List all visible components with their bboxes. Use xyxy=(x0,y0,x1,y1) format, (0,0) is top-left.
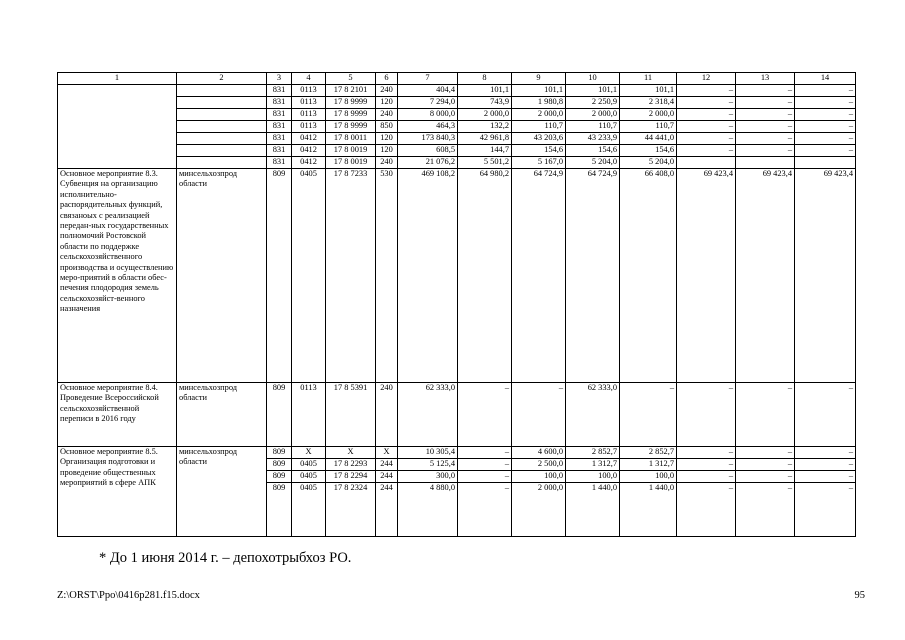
value-cell: – xyxy=(677,145,736,157)
header-cell: 12 xyxy=(677,73,736,85)
value-cell: 132,2 xyxy=(458,121,512,133)
value-cell: 66 408,0 xyxy=(620,169,677,383)
value-cell: – xyxy=(795,383,856,447)
value-cell xyxy=(736,157,795,169)
value-cell: 850 xyxy=(376,121,398,133)
value-cell: 154,6 xyxy=(512,145,566,157)
value-cell: 42 961,8 xyxy=(458,133,512,145)
value-cell xyxy=(677,157,736,169)
value-cell: – xyxy=(736,133,795,145)
value-cell: 2 852,7 xyxy=(620,447,677,459)
value-cell: 809 xyxy=(267,459,292,471)
value-cell: – xyxy=(458,383,512,447)
value-cell: 120 xyxy=(376,145,398,157)
value-cell: 17 8 2293 xyxy=(326,459,376,471)
value-cell: 0412 xyxy=(292,157,326,169)
value-cell: 110,7 xyxy=(566,121,620,133)
value-cell: 10 305,4 xyxy=(398,447,458,459)
value-cell: – xyxy=(512,383,566,447)
value-cell: – xyxy=(736,383,795,447)
value-cell: – xyxy=(677,471,736,483)
value-cell: 2 852,7 xyxy=(566,447,620,459)
value-cell: 1 312,7 xyxy=(620,459,677,471)
value-cell: 2 000,0 xyxy=(512,109,566,121)
value-cell: 64 724,9 xyxy=(566,169,620,383)
value-cell: Х xyxy=(292,447,326,459)
value-cell: – xyxy=(795,121,856,133)
value-cell: 831 xyxy=(267,109,292,121)
value-cell: 2 500,0 xyxy=(512,459,566,471)
value-cell: – xyxy=(458,483,512,537)
page-number: 95 xyxy=(854,590,865,601)
header-row xyxy=(58,73,856,85)
value-cell: – xyxy=(795,109,856,121)
value-cell: 240 xyxy=(376,109,398,121)
value-cell: 21 076,2 xyxy=(398,157,458,169)
header-cell: 6 xyxy=(376,73,398,85)
value-cell: 120 xyxy=(376,97,398,109)
value-cell: 743,9 xyxy=(458,97,512,109)
value-cell: 1 312,7 xyxy=(566,459,620,471)
executor-cell xyxy=(177,157,267,169)
value-cell: 17 8 5391 xyxy=(326,383,376,447)
value-cell: 530 xyxy=(376,169,398,383)
value-cell: – xyxy=(795,85,856,97)
value-cell: 809 xyxy=(267,447,292,459)
value-cell: – xyxy=(677,85,736,97)
value-cell: – xyxy=(677,133,736,145)
value-cell: – xyxy=(677,109,736,121)
value-cell: 101,1 xyxy=(566,85,620,97)
header-cell: 13 xyxy=(736,73,795,85)
value-cell: 100,0 xyxy=(620,471,677,483)
value-cell: 8 000,0 xyxy=(398,109,458,121)
value-cell: 64 980,2 xyxy=(458,169,512,383)
header-cell: 10 xyxy=(566,73,620,85)
value-cell: 4 880,0 xyxy=(398,483,458,537)
value-cell: 2 000,0 xyxy=(458,109,512,121)
header-cell: 11 xyxy=(620,73,677,85)
value-cell: 43 203,6 xyxy=(512,133,566,145)
value-cell: – xyxy=(736,483,795,537)
value-cell: 17 8 2294 xyxy=(326,471,376,483)
value-cell: 809 xyxy=(267,169,292,383)
budget-table xyxy=(57,72,856,537)
value-cell: 0412 xyxy=(292,133,326,145)
executor-cell xyxy=(177,109,267,121)
value-cell: – xyxy=(458,459,512,471)
value-cell: – xyxy=(795,145,856,157)
value-cell: 831 xyxy=(267,133,292,145)
value-cell: 0113 xyxy=(292,383,326,447)
value-cell: 17 8 0019 xyxy=(326,157,376,169)
header-cell: 7 xyxy=(398,73,458,85)
value-cell: 120 xyxy=(376,133,398,145)
value-cell: 101,1 xyxy=(458,85,512,97)
value-cell: 608,5 xyxy=(398,145,458,157)
value-cell: 809 xyxy=(267,483,292,537)
header-cell: 8 xyxy=(458,73,512,85)
value-cell: – xyxy=(620,383,677,447)
executor-cell: минсельхозпрод области xyxy=(177,447,267,537)
table-row xyxy=(58,157,856,169)
value-cell: – xyxy=(677,447,736,459)
value-cell: 154,6 xyxy=(620,145,677,157)
value-cell: – xyxy=(736,85,795,97)
header-cell: 4 xyxy=(292,73,326,85)
value-cell: 5 204,0 xyxy=(566,157,620,169)
value-cell: 0412 xyxy=(292,145,326,157)
value-cell: – xyxy=(795,471,856,483)
header-cell: 1 xyxy=(58,73,177,85)
measure-name-cell: Основное мероприятие 8.4. Проведение Всероссийской сельскохозяйственной переписи в 2016 году xyxy=(58,383,177,447)
value-cell: – xyxy=(677,97,736,109)
value-cell: – xyxy=(677,121,736,133)
value-cell: 244 xyxy=(376,459,398,471)
value-cell: 404,4 xyxy=(398,85,458,97)
value-cell: 0113 xyxy=(292,109,326,121)
executor-cell xyxy=(177,121,267,133)
executor-cell xyxy=(177,133,267,145)
value-cell: 17 8 7233 xyxy=(326,169,376,383)
value-cell: 43 233,9 xyxy=(566,133,620,145)
value-cell: 240 xyxy=(376,157,398,169)
value-cell: – xyxy=(795,447,856,459)
value-cell: – xyxy=(736,121,795,133)
value-cell: – xyxy=(677,383,736,447)
executor-cell: минсельхозпрод области xyxy=(177,169,267,383)
value-cell: 110,7 xyxy=(620,121,677,133)
value-cell: 831 xyxy=(267,157,292,169)
file-path: Z:\ORST\Ppo\0416p281.f15.docx xyxy=(57,590,200,601)
value-cell: 173 840,3 xyxy=(398,133,458,145)
value-cell: 809 xyxy=(267,471,292,483)
value-cell: 831 xyxy=(267,97,292,109)
value-cell: 0405 xyxy=(292,471,326,483)
executor-cell xyxy=(177,145,267,157)
value-cell: 101,1 xyxy=(620,85,677,97)
value-cell: 1 440,0 xyxy=(566,483,620,537)
value-cell: 100,0 xyxy=(512,471,566,483)
table-row xyxy=(58,97,856,109)
executor-cell xyxy=(177,85,267,97)
value-cell: – xyxy=(736,459,795,471)
table-row xyxy=(58,109,856,121)
value-cell: 5 167,0 xyxy=(512,157,566,169)
table-row xyxy=(58,133,856,145)
value-cell: 17 8 9999 xyxy=(326,97,376,109)
measure-name-cell: Основное мероприятие 8.5. Организация подготовки и проведение общественных мероприятий в сфере АПК xyxy=(58,447,177,537)
value-cell: – xyxy=(736,447,795,459)
header-cell: 2 xyxy=(177,73,267,85)
header-cell: 3 xyxy=(267,73,292,85)
value-cell: 17 8 0019 xyxy=(326,145,376,157)
executor-cell: минсельхозпрод области xyxy=(177,383,267,447)
value-cell: 69 423,4 xyxy=(677,169,736,383)
value-cell: 1 440,0 xyxy=(620,483,677,537)
value-cell: 831 xyxy=(267,121,292,133)
value-cell: 17 8 0011 xyxy=(326,133,376,145)
value-cell: 62 333,0 xyxy=(566,383,620,447)
value-cell: – xyxy=(736,471,795,483)
value-cell: 300,0 xyxy=(398,471,458,483)
value-cell: 64 724,9 xyxy=(512,169,566,383)
table-row xyxy=(58,447,856,459)
value-cell: – xyxy=(795,133,856,145)
value-cell: – xyxy=(736,109,795,121)
value-cell: 2 000,0 xyxy=(512,483,566,537)
value-cell: 44 441,0 xyxy=(620,133,677,145)
value-cell: 69 423,4 xyxy=(736,169,795,383)
value-cell: 2 318,4 xyxy=(620,97,677,109)
header-cell: 14 xyxy=(795,73,856,85)
value-cell: – xyxy=(677,483,736,537)
value-cell: 17 8 2101 xyxy=(326,85,376,97)
value-cell: 1 980,8 xyxy=(512,97,566,109)
value-cell: 2 250,9 xyxy=(566,97,620,109)
value-cell: Х xyxy=(326,447,376,459)
value-cell: 144,7 xyxy=(458,145,512,157)
value-cell: 469 108,2 xyxy=(398,169,458,383)
executor-cell xyxy=(177,97,267,109)
value-cell: – xyxy=(795,483,856,537)
footnote: * До 1 июня 2014 г. – депохотрыбхоз РО. xyxy=(99,550,352,566)
measure-name-cell xyxy=(58,85,177,169)
value-cell: 0113 xyxy=(292,97,326,109)
value-cell: 2 000,0 xyxy=(566,109,620,121)
value-cell: – xyxy=(458,471,512,483)
value-cell: 154,6 xyxy=(566,145,620,157)
value-cell: 809 xyxy=(267,383,292,447)
measure-name-cell: Основное мероприятие 8.3. Субвенция на организацию исполнительно-распорядительных функций, связаноых с реализацией передан-ных государственных полномочий Ростовской области по поддержке сельскохозяйственного производства и осуществлению меро-приятий в области обес-печения плодородия земель сельскохозяйст-венного назначения xyxy=(58,169,177,383)
value-cell: 2 000,0 xyxy=(620,109,677,121)
header-cell: 9 xyxy=(512,73,566,85)
table-row xyxy=(58,145,856,157)
value-cell: 101,1 xyxy=(512,85,566,97)
value-cell: 62 333,0 xyxy=(398,383,458,447)
value-cell: 5 501,2 xyxy=(458,157,512,169)
value-cell: 831 xyxy=(267,85,292,97)
header-cell: 5 xyxy=(326,73,376,85)
value-cell: – xyxy=(677,459,736,471)
value-cell: 17 8 9999 xyxy=(326,109,376,121)
value-cell: – xyxy=(795,459,856,471)
value-cell: 464,3 xyxy=(398,121,458,133)
value-cell: 0405 xyxy=(292,459,326,471)
value-cell: 244 xyxy=(376,483,398,537)
value-cell: 69 423,4 xyxy=(795,169,856,383)
value-cell: 0113 xyxy=(292,121,326,133)
value-cell: – xyxy=(736,97,795,109)
value-cell xyxy=(795,157,856,169)
value-cell: 244 xyxy=(376,471,398,483)
value-cell: 5 125,4 xyxy=(398,459,458,471)
value-cell: 7 294,0 xyxy=(398,97,458,109)
table-row xyxy=(58,85,856,97)
value-cell: 4 600,0 xyxy=(512,447,566,459)
value-cell: Х xyxy=(376,447,398,459)
value-cell: – xyxy=(458,447,512,459)
table-row xyxy=(58,383,856,447)
value-cell: 5 204,0 xyxy=(620,157,677,169)
value-cell: 240 xyxy=(376,85,398,97)
value-cell: 100,0 xyxy=(566,471,620,483)
value-cell: 0405 xyxy=(292,169,326,383)
value-cell: 17 8 2324 xyxy=(326,483,376,537)
value-cell: 0405 xyxy=(292,483,326,537)
table-row xyxy=(58,169,856,383)
value-cell: 17 8 9999 xyxy=(326,121,376,133)
value-cell: 110,7 xyxy=(512,121,566,133)
value-cell: – xyxy=(795,97,856,109)
value-cell: 0113 xyxy=(292,85,326,97)
value-cell: 831 xyxy=(267,145,292,157)
value-cell: 240 xyxy=(376,383,398,447)
value-cell: – xyxy=(736,145,795,157)
table-row xyxy=(58,121,856,133)
